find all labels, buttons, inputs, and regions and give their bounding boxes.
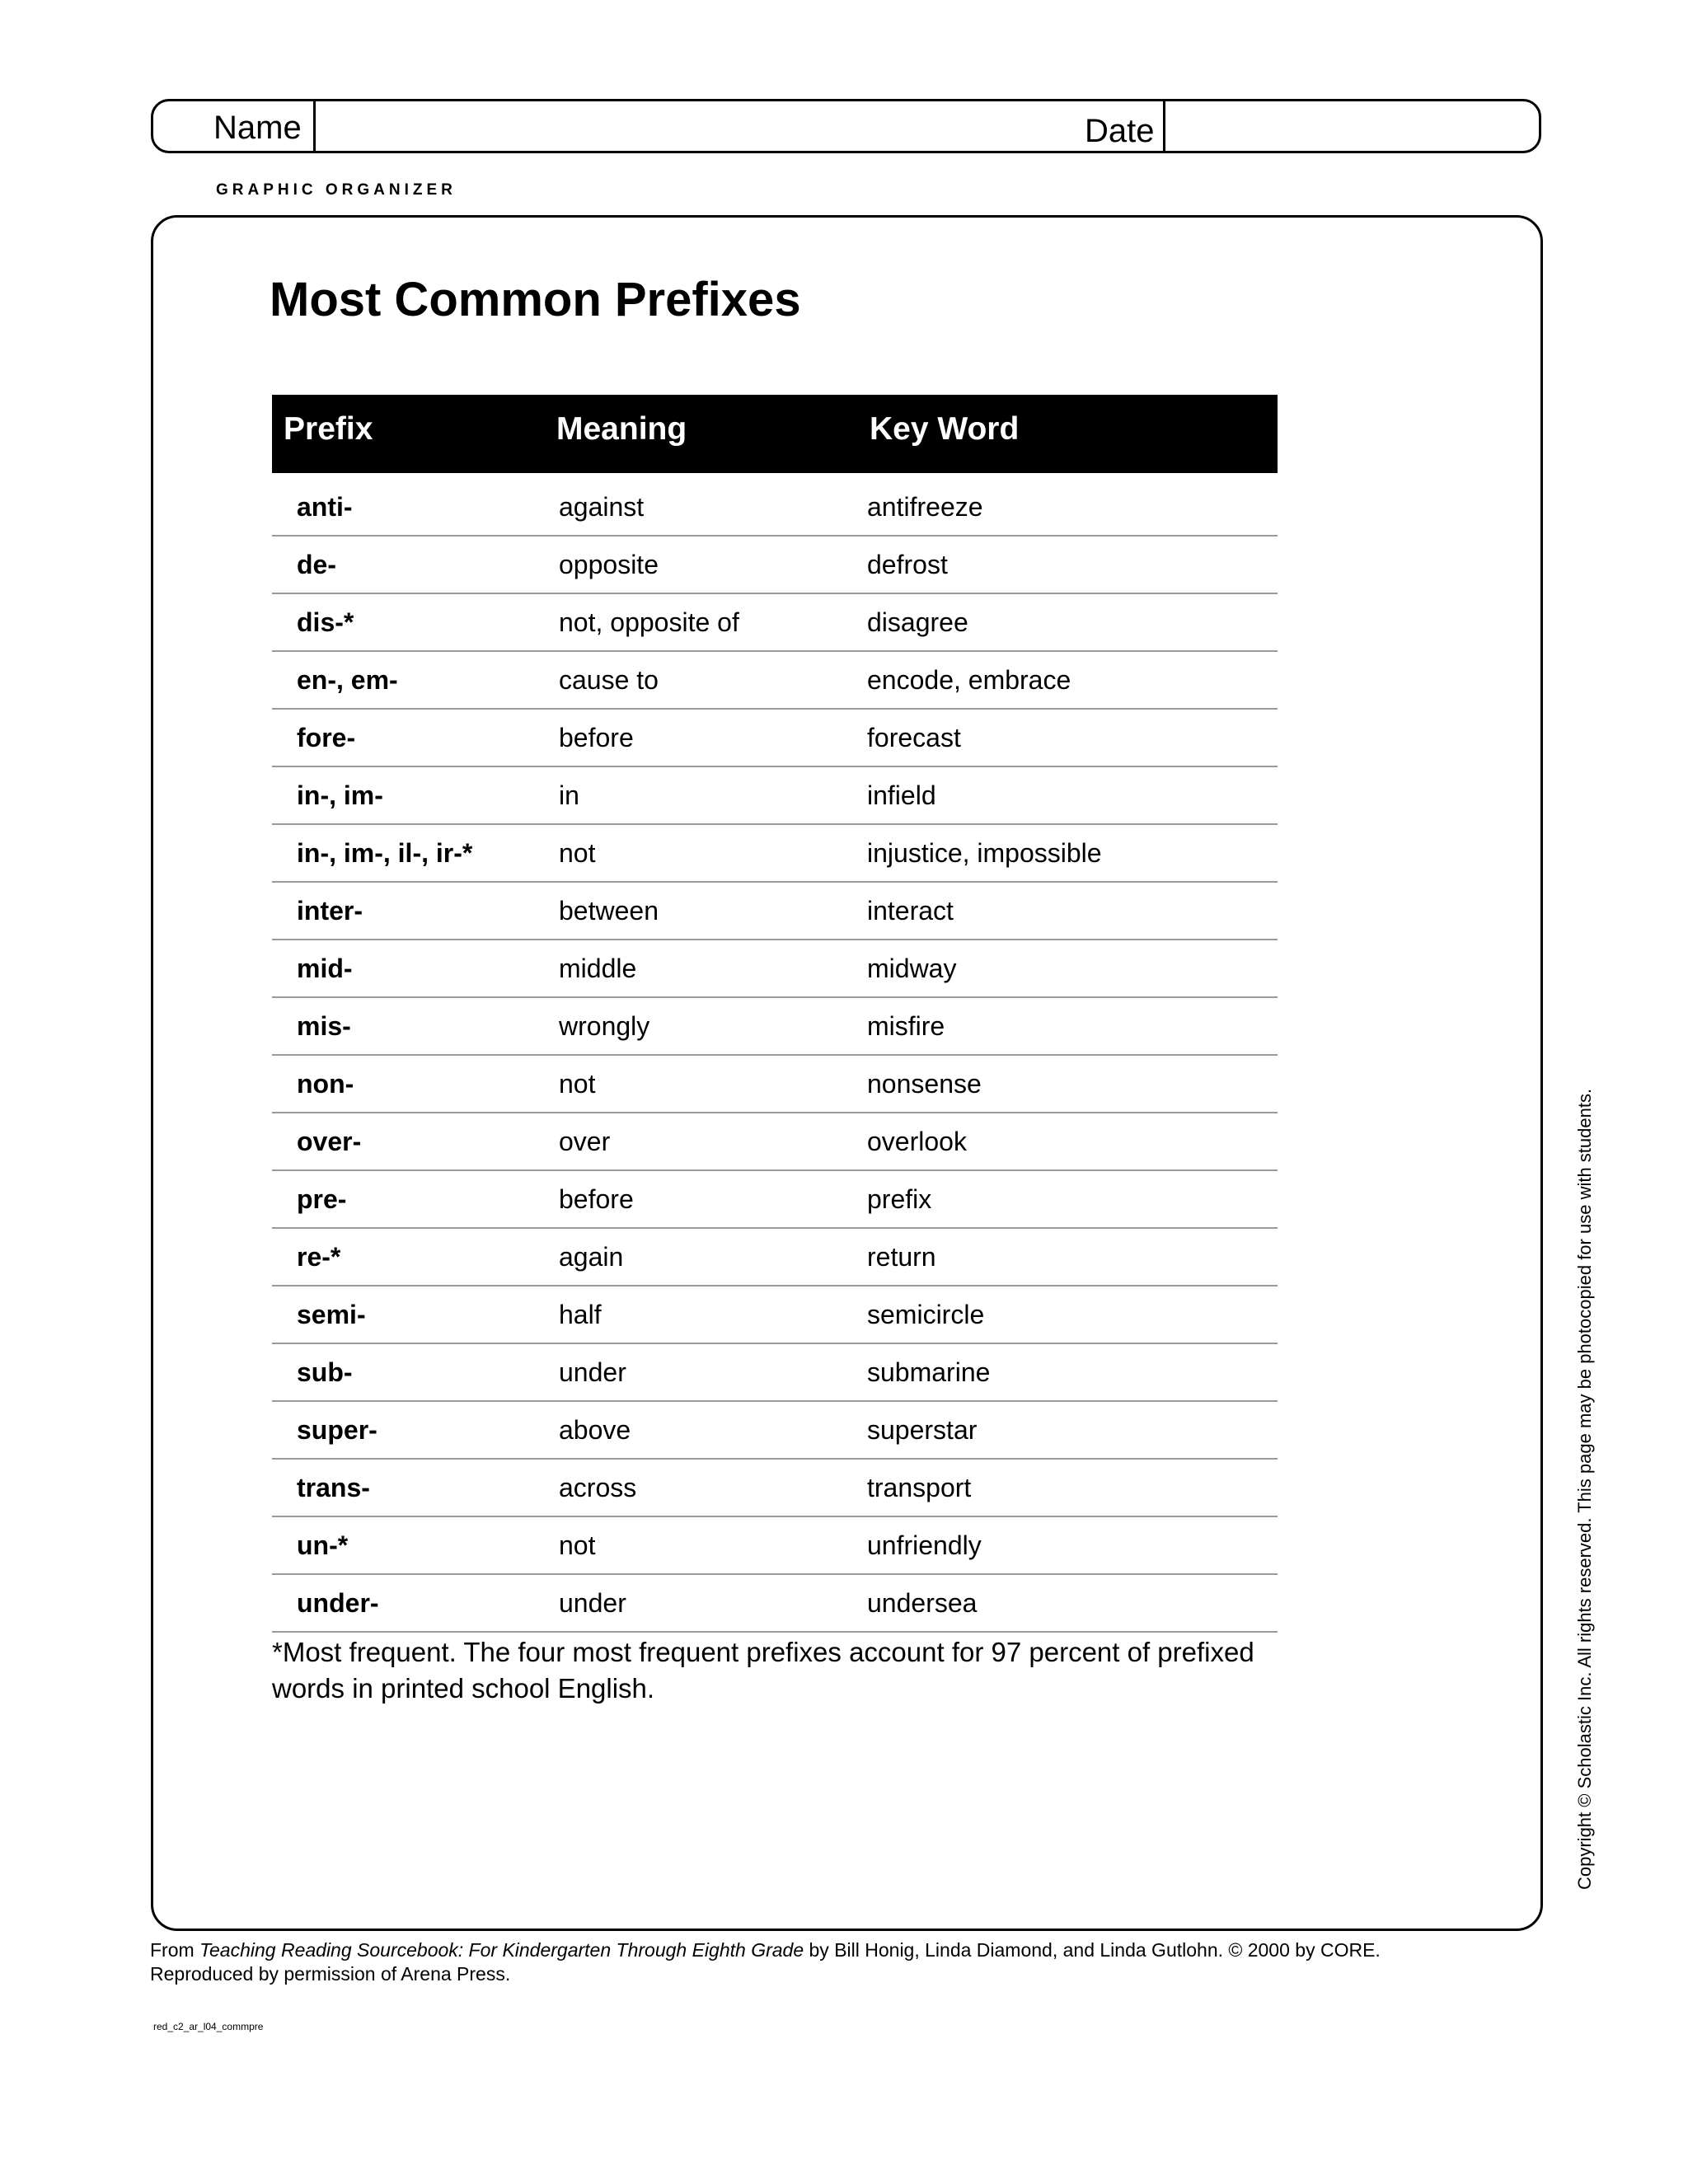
prefix-cell: pre- <box>297 1184 347 1214</box>
meaning-cell: under <box>559 1588 626 1618</box>
key-word-cell: semicircle <box>867 1300 985 1329</box>
meaning-cell: before <box>559 1184 634 1214</box>
meaning-cell: before <box>559 723 634 752</box>
file-code: red_c2_ar_l04_commpre <box>153 2021 264 2032</box>
prefix-cell: trans- <box>297 1473 370 1502</box>
meaning-cell: opposite <box>559 550 659 579</box>
section-label: GRAPHIC ORGANIZER <box>216 181 457 199</box>
table-row <box>272 594 1278 652</box>
column-header-prefix: Prefix <box>284 411 373 447</box>
key-word-cell: nonsense <box>867 1069 982 1099</box>
key-word-cell: submarine <box>867 1357 991 1387</box>
key-word-cell: superstar <box>867 1415 978 1445</box>
key-word-cell: midway <box>867 954 957 983</box>
credit-book-title: Teaching Reading Sourcebook: For Kindergarten Through Eighth Grade <box>199 1939 804 1961</box>
column-header-key-word: Key Word <box>870 411 1020 447</box>
key-word-cell: disagree <box>867 607 968 637</box>
table-row <box>272 1344 1278 1402</box>
meaning-cell: over <box>559 1127 611 1156</box>
prefix-cell: under- <box>297 1588 379 1618</box>
key-word-cell: return <box>867 1242 936 1272</box>
key-word-cell: defrost <box>867 550 948 579</box>
prefix-cell: de- <box>297 550 336 579</box>
meaning-cell: not <box>559 1530 596 1560</box>
credit-authors: by Bill Honig, Linda Diamond, and Linda Gutlohn. © 2000 by CORE. <box>804 1939 1381 1961</box>
key-word-cell: infield <box>867 780 936 810</box>
meaning-cell: under <box>559 1357 626 1387</box>
prefix-cell: non- <box>297 1069 354 1099</box>
credit-prefix: From <box>150 1939 200 1961</box>
table-row <box>272 1575 1278 1633</box>
meaning-cell: across <box>559 1473 637 1502</box>
table-row <box>272 652 1278 710</box>
key-word-cell: prefix <box>867 1184 932 1214</box>
prefix-cell: mid- <box>297 954 353 983</box>
footnote: *Most frequent. The four most frequent prefixes account for 97 percent of prefixed words in printed school English. <box>272 1637 1254 1704</box>
key-word-cell: antifreeze <box>867 492 983 522</box>
key-word-cell: interact <box>867 896 954 926</box>
key-word-cell: overlook <box>867 1127 967 1156</box>
key-word-cell: misfire <box>867 1011 945 1041</box>
table-row <box>272 710 1278 767</box>
table-row <box>272 1517 1278 1575</box>
meaning-cell: half <box>559 1300 602 1329</box>
prefix-cell: anti- <box>297 492 353 522</box>
source-credit <box>150 1938 1568 1986</box>
prefix-table <box>272 395 1278 1633</box>
table-row <box>272 479 1278 537</box>
meaning-cell: wrongly <box>559 1011 650 1041</box>
table-row <box>272 1229 1278 1286</box>
name-divider <box>313 101 316 151</box>
meaning-cell: middle <box>559 954 637 983</box>
page-title: Most Common Prefixes <box>270 273 801 326</box>
table-row <box>272 1171 1278 1229</box>
table-row <box>272 537 1278 594</box>
key-word-cell: undersea <box>867 1588 978 1618</box>
meaning-cell: again <box>559 1242 624 1272</box>
prefix-cell: sub- <box>297 1357 353 1387</box>
prefix-cell: inter- <box>297 896 363 926</box>
table-row <box>272 998 1278 1056</box>
key-word-cell: encode, embrace <box>867 665 1071 695</box>
prefix-cell: dis-* <box>297 607 354 637</box>
prefix-cell: mis- <box>297 1011 351 1041</box>
date-divider <box>1163 101 1165 151</box>
table-row <box>272 825 1278 883</box>
table-row <box>272 1402 1278 1460</box>
prefix-cell: over- <box>297 1127 362 1156</box>
prefix-cell: re-* <box>297 1242 341 1272</box>
meaning-cell: above <box>559 1415 631 1445</box>
table-row <box>272 1460 1278 1517</box>
name-label: Name <box>213 110 302 146</box>
key-word-cell: unfriendly <box>867 1530 982 1560</box>
credit-permission: Reproduced by permission of Arena Press. <box>150 1963 511 1985</box>
prefix-cell: in-, im- <box>297 780 383 810</box>
table-row <box>272 883 1278 940</box>
meaning-cell: between <box>559 896 659 926</box>
prefix-cell: fore- <box>297 723 356 752</box>
table-header <box>272 395 1278 473</box>
prefix-cell: semi- <box>297 1300 366 1329</box>
key-word-cell: forecast <box>867 723 961 752</box>
prefix-cell: un-* <box>297 1530 349 1560</box>
key-word-cell: injustice, impossible <box>867 838 1102 868</box>
table-row <box>272 1113 1278 1171</box>
prefix-cell: en-, em- <box>297 665 398 695</box>
meaning-cell: not, opposite of <box>559 607 739 637</box>
key-word-cell: transport <box>867 1473 972 1502</box>
copyright-notice: Copyright © Scholastic Inc. All rights reserved. This page may be photocopied for use with students. <box>1574 1088 1595 1890</box>
meaning-cell: not <box>559 1069 596 1099</box>
column-header-meaning: Meaning <box>556 411 687 447</box>
table-body <box>272 473 1278 1633</box>
table-row <box>272 1286 1278 1344</box>
meaning-cell: cause to <box>559 665 659 695</box>
meaning-cell: against <box>559 492 645 522</box>
table-row <box>272 1056 1278 1113</box>
name-date-bar <box>151 99 1541 153</box>
date-label: Date <box>1085 113 1155 149</box>
prefix-cell: in-, im-, il-, ir-* <box>297 838 473 868</box>
prefix-cell: super- <box>297 1415 377 1445</box>
table-row <box>272 767 1278 825</box>
meaning-cell: not <box>559 838 596 868</box>
table-row <box>272 940 1278 998</box>
meaning-cell: in <box>559 780 579 810</box>
